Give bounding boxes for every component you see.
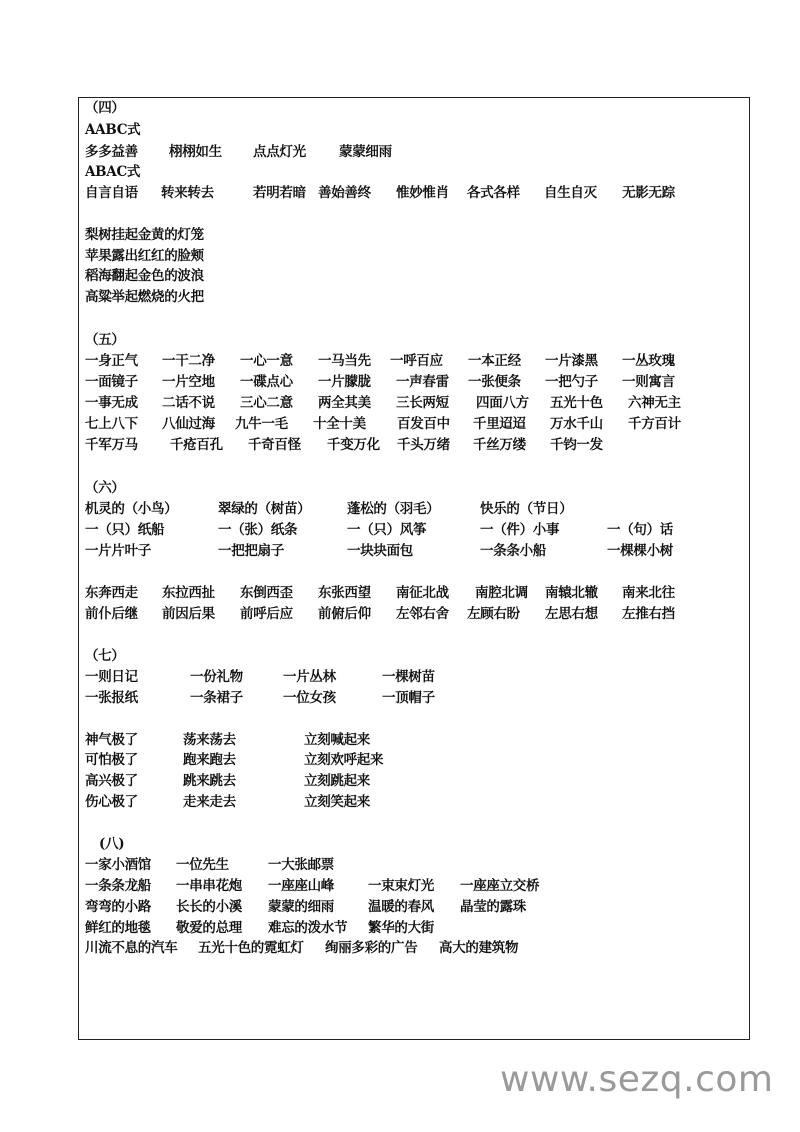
word: 快乐的（节日） [480, 501, 573, 517]
word: 立刻跳起来 [304, 773, 370, 789]
word: 川流不息的汽车 [85, 940, 178, 956]
word: 三长两短 [396, 395, 449, 411]
word: 左思右想 [545, 606, 598, 622]
word: 一顶帽子 [382, 690, 435, 706]
word: 一片空地 [162, 374, 215, 390]
word: 左顾右盼 [467, 606, 520, 622]
word: 一干二净 [162, 353, 215, 369]
sentence: 梨树挂起金黄的灯笼 [85, 227, 204, 243]
word: 万水千山 [550, 416, 603, 432]
word: 若明若暗 [253, 185, 306, 201]
document-frame [78, 97, 750, 1040]
word: 东奔西走 [85, 585, 138, 601]
word: 千变万化 [327, 437, 380, 453]
word: 南腔北调 [475, 585, 528, 601]
word: 前仆后继 [85, 606, 138, 622]
word: 立刻喊起来 [304, 732, 370, 748]
word: 一张便条 [468, 374, 521, 390]
abac-label: ABAC式 [85, 164, 141, 180]
word: 一本正经 [468, 353, 521, 369]
word: 一条条小船 [480, 543, 546, 559]
word: 一位先生 [176, 857, 229, 873]
word: 温暖的春风 [368, 899, 434, 915]
word: 千头万绪 [397, 437, 450, 453]
word: 荡来荡去 [183, 732, 236, 748]
word: 高大的建筑物 [439, 940, 519, 956]
word: 一片片叶子 [85, 543, 151, 559]
word: 一家小酒馆 [85, 857, 151, 873]
word: 立刻欢呼起来 [304, 752, 384, 768]
word: 无影无踪 [622, 185, 675, 201]
word: 转来转去 [161, 185, 214, 201]
word: 弯弯的小路 [85, 899, 151, 915]
word: 机灵的（小鸟） [85, 501, 178, 517]
word: 跳来跳去 [183, 773, 236, 789]
word: 一片漆黑 [545, 353, 598, 369]
word: 蒙蒙细雨 [339, 144, 392, 160]
word: 一张报纸 [85, 690, 138, 706]
word: 一束束灯光 [368, 878, 434, 894]
word: 自生自灭 [544, 185, 597, 201]
word: 点点灯光 [253, 144, 306, 160]
word: 一座座山峰 [268, 878, 334, 894]
word: 八仙过海 [162, 416, 215, 432]
word: 一条裙子 [190, 690, 243, 706]
word: 一片丛林 [283, 669, 336, 685]
word: 蓬松的（羽毛） [347, 501, 440, 517]
word: 南来北往 [622, 585, 675, 601]
word: 千疮百孔 [170, 437, 223, 453]
word: 难忘的泼水节 [268, 920, 348, 936]
word: 三心二意 [240, 395, 293, 411]
word: 一把勺子 [545, 374, 598, 390]
word: 鲜红的地毯 [85, 920, 151, 936]
aabc-label: AABC式 [85, 122, 141, 138]
word: 繁华的大街 [368, 920, 434, 936]
word: 五光十色 [550, 395, 603, 411]
word: 千奇百怪 [248, 437, 301, 453]
word: 敬爱的总理 [176, 920, 242, 936]
word: 善始善终 [318, 185, 371, 201]
word: 一碟点心 [240, 374, 293, 390]
word: 高兴极了 [85, 773, 138, 789]
section-7-heading: （七） [85, 648, 125, 664]
word: 东张西望 [318, 585, 371, 601]
word: 一呼百应 [390, 353, 443, 369]
word: 一事无成 [85, 395, 138, 411]
word: 各式各样 [467, 185, 520, 201]
word: 九牛一毛 [235, 416, 288, 432]
word: 自言自语 [85, 185, 138, 201]
word: 长长的小溪 [176, 899, 242, 915]
word: 前俯后仰 [318, 606, 371, 622]
word: 前因后果 [162, 606, 215, 622]
word: 惟妙惟肖 [396, 185, 449, 201]
word: 一把把扇子 [218, 543, 284, 559]
word: 一（件）小事 [480, 522, 560, 538]
section-5-heading: （五） [85, 332, 125, 348]
word: 跑来跑去 [183, 752, 236, 768]
word: 一则寓言 [622, 374, 675, 390]
word: 绚丽多彩的广告 [325, 940, 418, 956]
word: 前呼后应 [240, 606, 293, 622]
word: 五光十色的霓虹灯 [198, 940, 304, 956]
word: 四面八方 [476, 395, 529, 411]
word: 翠绿的（树苗） [218, 501, 311, 517]
section-4-heading: （四） [85, 100, 125, 116]
word: 一心一意 [240, 353, 293, 369]
sentence: 苹果露出红红的脸颊 [85, 248, 204, 264]
word: 十全十美 [313, 416, 366, 432]
word: 六神无主 [628, 395, 681, 411]
word: 一条条龙船 [85, 878, 151, 894]
word: 左推右挡 [622, 606, 675, 622]
word: 千丝万缕 [473, 437, 526, 453]
word: 两全其美 [318, 395, 371, 411]
word: 神气极了 [85, 732, 138, 748]
word: 多多益善 [85, 144, 138, 160]
word: 一则日记 [85, 669, 138, 685]
sentence: 高粱举起燃烧的火把 [85, 289, 204, 305]
word: 一块块面包 [347, 543, 413, 559]
word: 一棵棵小树 [607, 543, 673, 559]
word: 一（句）话 [607, 522, 673, 538]
word: 可怕极了 [85, 752, 138, 768]
word: 一片朦胧 [318, 374, 371, 390]
word: 一马当先 [318, 353, 371, 369]
word: 一座座立交桥 [460, 878, 540, 894]
watermark: www.sezq.com [500, 1059, 774, 1100]
word: 一（只）纸船 [85, 522, 165, 538]
word: 百发百中 [397, 416, 450, 432]
word: 一声春雷 [396, 374, 449, 390]
section-8-heading: (八) [99, 836, 125, 852]
word: 左邻右舍 [396, 606, 449, 622]
word: 一丛玫瑰 [622, 353, 675, 369]
section-6-heading: （六） [85, 480, 125, 496]
word: 一份礼物 [190, 669, 243, 685]
word: 七上八下 [85, 416, 138, 432]
word: 一身正气 [85, 353, 138, 369]
word: 一（只）风筝 [347, 522, 427, 538]
word: 一大张邮票 [268, 857, 334, 873]
word: 立刻笑起来 [304, 794, 370, 810]
word: 千钧一发 [550, 437, 603, 453]
word: 一位女孩 [283, 690, 336, 706]
sentence: 稻海翻起金色的波浪 [85, 268, 204, 284]
word: 栩栩如生 [169, 144, 222, 160]
word: 一串串花炮 [176, 878, 242, 894]
word: 蒙蒙的细雨 [268, 899, 334, 915]
word: 一面镜子 [85, 374, 138, 390]
word: 千方百计 [628, 416, 681, 432]
word: 千军万马 [85, 437, 138, 453]
word: 一（张）纸条 [218, 522, 298, 538]
word: 南辕北辙 [545, 585, 598, 601]
word: 晶莹的露珠 [460, 899, 526, 915]
word: 南征北战 [396, 585, 449, 601]
word: 走来走去 [183, 794, 236, 810]
word: 二话不说 [162, 395, 215, 411]
word: 伤心极了 [85, 794, 138, 810]
word: 东倒西歪 [240, 585, 293, 601]
word: 千里迢迢 [473, 416, 526, 432]
word: 一棵树苗 [382, 669, 435, 685]
word: 东拉西扯 [162, 585, 215, 601]
